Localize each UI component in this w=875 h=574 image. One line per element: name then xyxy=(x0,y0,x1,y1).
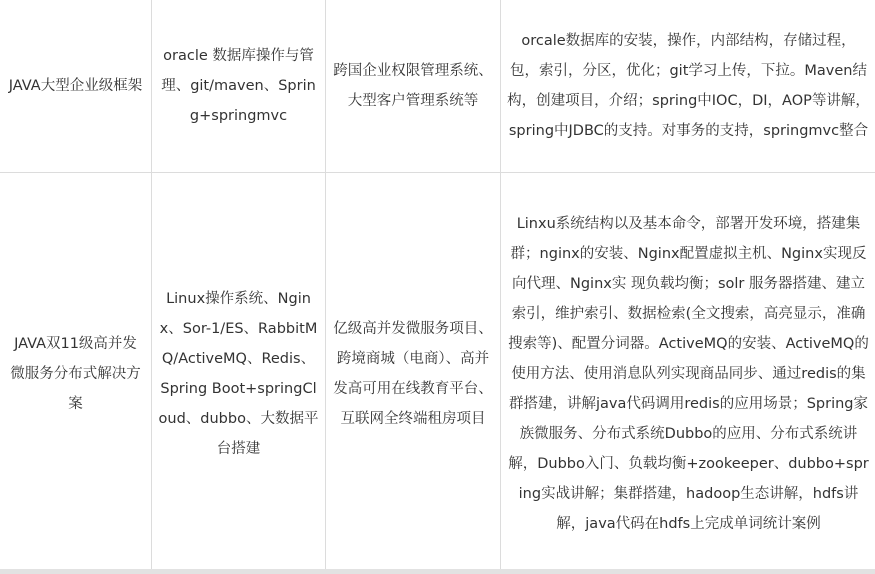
course-detail: Linxu系统结构以及基本命令，部署开发环境，搭建集群；nginx的安装、Nginx配置虚拟主机、Nginx实现反向代理、Nginx实 现负载均衡；solr 服务器搭建、建立索引，维护索引、数据检索(全文搜索，高亮显示，准确搜索等)、配置分词器。ActiveMQ的安装、ActiveMQ的使用方法、使用消息队列实现商品同步、通过redis的集群搭建，讲解java代码调用redis的应用场景；Spring家族微服务、分布式系统Dubbo的应用、分布式系统讲解，Dubbo入门、负载均衡+zookeeper、dubbo+spring实战讲解；集群搭建，hadoop生态讲解，hdfs讲解，java代码在hdfs上完成单词统计案例 xyxy=(508,215,869,532)
course-project: 亿级高并发微服务项目、跨境商城（电商）、高并发高可用在线教育平台、互联网全终端租房项目 xyxy=(333,320,493,427)
table-row xyxy=(0,0,875,173)
course-name: JAVA大型企业级框架 xyxy=(8,78,143,94)
page-scroll-edge xyxy=(0,569,875,574)
course-name: JAVA双11级高并发微服务分布式解决方案 xyxy=(10,335,141,412)
course-content: Linux操作系统、Nginx、Sor-1/ES、RabbitMQ/ActiveMQ、Redis、Spring Boot+springCloud、dubbo、大数据平台搭建 xyxy=(158,290,319,457)
table-row xyxy=(0,173,875,574)
course-name-cell xyxy=(0,0,152,173)
course-detail: orcale数据库的安装，操作，内部结构，存储过程，包，索引，分区，优化；git学习上传，下拉。Maven结构，创建项目，介绍；spring中IOC，DI，AOP等讲解，spring中JDBC的支持。对事务的支持，springmvc整合 xyxy=(507,33,870,139)
course-project-cell xyxy=(326,173,501,574)
course-content: oracle 数据库操作与管理、git/maven、Spring+springmvc xyxy=(161,48,316,124)
course-project: 跨国企业权限管理系统、大型客户管理系统等 xyxy=(333,63,493,109)
course-detail-cell xyxy=(501,0,875,173)
course-project-cell xyxy=(326,0,501,173)
course-name-cell xyxy=(0,173,152,574)
course-content-cell xyxy=(152,173,326,574)
course-content-cell xyxy=(152,0,326,173)
course-detail-cell xyxy=(501,173,875,574)
